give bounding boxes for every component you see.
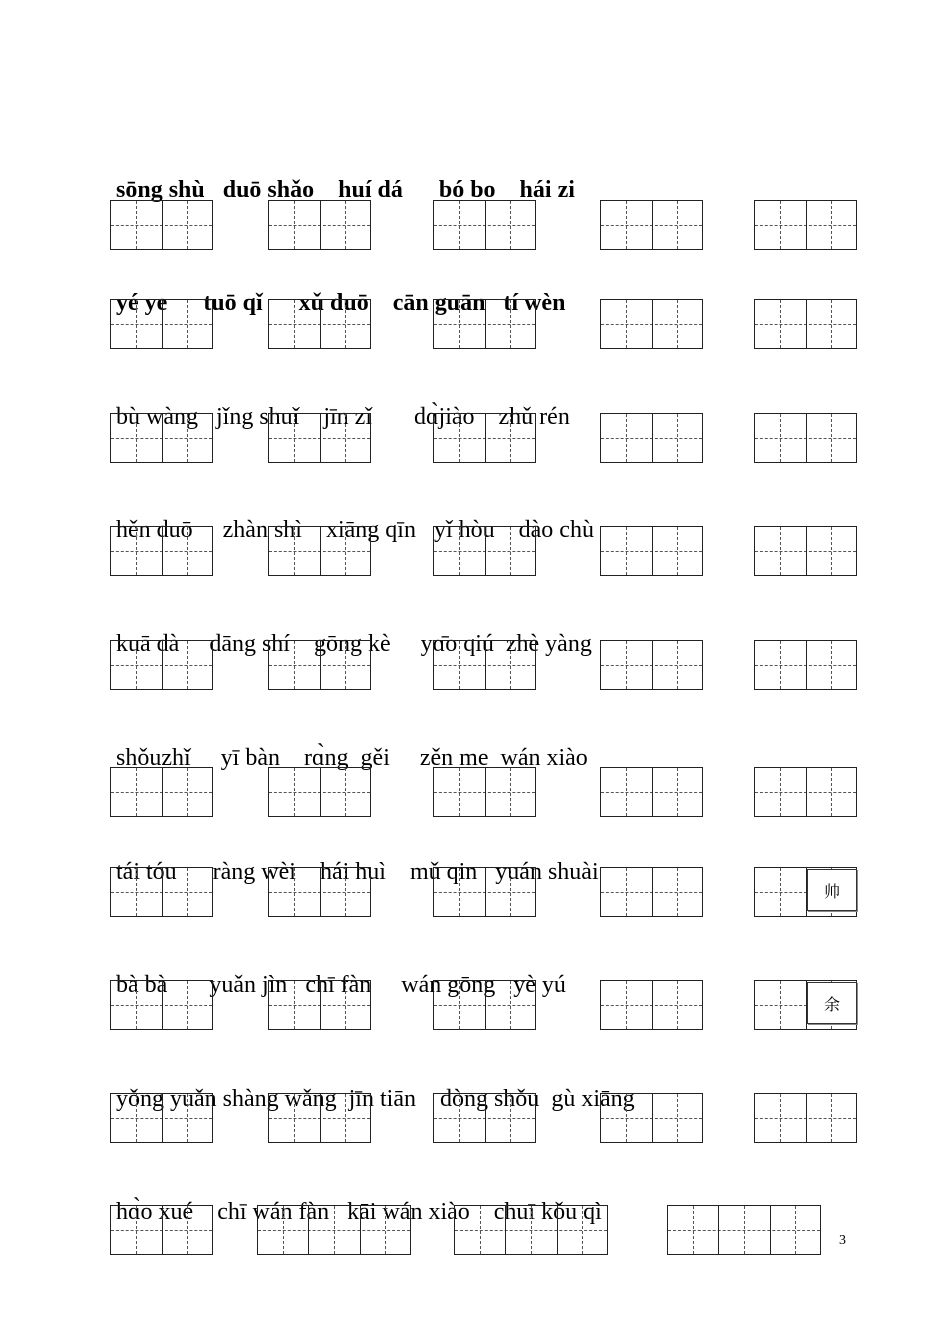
writing-grid[interactable] xyxy=(433,299,536,349)
writing-grid[interactable] xyxy=(600,299,703,349)
writing-grid[interactable] xyxy=(110,200,213,250)
pinyin-word: yǒng yuǎn xyxy=(116,1086,217,1112)
pinyin-word: duō shǎo xyxy=(222,177,315,203)
pinyin-word: yuán shuài xyxy=(495,859,599,885)
writing-grid[interactable] xyxy=(754,526,857,576)
writing-grid[interactable] xyxy=(600,640,703,690)
writing-grid[interactable] xyxy=(754,413,857,463)
pinyin-word: dào chù xyxy=(518,517,594,543)
writing-grid[interactable] xyxy=(268,526,371,576)
pinyin-word: bà bà xyxy=(116,972,168,998)
writing-grid[interactable] xyxy=(433,867,536,917)
writing-grid[interactable] xyxy=(257,1205,411,1255)
pinyin-word: cān guān xyxy=(392,290,486,316)
pinyin-word: wán gōng xyxy=(401,972,496,998)
pinyin-word: xǔ duō xyxy=(298,290,369,316)
pinyin-row-3 xyxy=(104,372,570,430)
writing-grid[interactable] xyxy=(433,526,536,576)
pinyin-word: huí dá xyxy=(338,177,403,203)
writing-grid[interactable] xyxy=(454,1205,608,1255)
writing-grid[interactable] xyxy=(110,526,213,576)
pinyin-word: mǔ qin xyxy=(409,859,478,885)
pinyin-word: shàng wǎng xyxy=(222,1086,337,1112)
writing-grid[interactable] xyxy=(433,980,536,1030)
pinyin-word: hɑ̀o xué xyxy=(116,1199,194,1225)
pinyin-word: jīn tiān xyxy=(348,1086,416,1112)
pinyin-word: zhè yàng xyxy=(505,631,592,657)
pinyin-word: yè yú xyxy=(513,972,566,998)
writing-grid[interactable] xyxy=(600,526,703,576)
pinyin-word: bù wàng xyxy=(116,404,198,430)
writing-grid[interactable] xyxy=(600,1093,703,1143)
pinyin-row-9 xyxy=(104,1054,635,1112)
writing-grid[interactable] xyxy=(110,980,213,1030)
writing-grid[interactable] xyxy=(110,299,213,349)
pinyin-word: zhǔ rén xyxy=(498,404,570,430)
writing-grid[interactable] xyxy=(667,1205,821,1255)
pinyin-word: zěn me xyxy=(419,745,489,771)
pinyin-word: hái zi xyxy=(519,177,575,203)
writing-grid[interactable] xyxy=(110,640,213,690)
pinyin-word: chī wán fàn xyxy=(217,1199,330,1225)
pinyin-row-6 xyxy=(104,713,588,771)
writing-grid[interactable] xyxy=(600,980,703,1030)
pinyin-row-10 xyxy=(104,1167,602,1225)
pinyin-word: tí wèn xyxy=(503,290,566,316)
writing-grid[interactable] xyxy=(600,413,703,463)
writing-grid[interactable] xyxy=(754,200,857,250)
pinyin-row-5 xyxy=(104,599,592,657)
pinyin-word: gù xiāng xyxy=(551,1086,635,1112)
pinyin-word: sōng shù xyxy=(116,177,205,203)
writing-grid[interactable] xyxy=(754,640,857,690)
writing-grid[interactable] xyxy=(268,867,371,917)
writing-grid[interactable] xyxy=(268,200,371,250)
pinyin-word: shǒuzhǐ xyxy=(116,745,191,771)
writing-grid[interactable] xyxy=(268,980,371,1030)
pinyin-row-7 xyxy=(104,827,599,885)
writing-grid[interactable] xyxy=(600,767,703,817)
writing-grid[interactable] xyxy=(110,413,213,463)
writing-grid[interactable] xyxy=(110,767,213,817)
pinyin-word: hěn duō xyxy=(116,517,193,543)
pinyin-row-2 xyxy=(104,258,566,316)
writing-grid[interactable] xyxy=(268,299,371,349)
pinyin-word: jǐng shuǐ xyxy=(215,404,300,430)
writing-grid[interactable] xyxy=(433,767,536,817)
answer-box-yu: 余 xyxy=(807,982,857,1024)
pinyin-word: hái huì xyxy=(319,859,386,885)
pinyin-word: bó bo xyxy=(438,177,496,203)
pinyin-word: kuā dà xyxy=(116,631,180,657)
pinyin-word: chī fàn xyxy=(305,972,372,998)
writing-grid[interactable] xyxy=(433,1093,536,1143)
writing-grid[interactable] xyxy=(110,867,213,917)
writing-grid[interactable] xyxy=(754,767,857,817)
pinyin-word: jīn zǐ xyxy=(323,404,372,430)
writing-grid[interactable] xyxy=(268,1093,371,1143)
writing-grid[interactable] xyxy=(433,640,536,690)
writing-grid[interactable] xyxy=(600,200,703,250)
pinyin-row-1 xyxy=(104,145,575,203)
pinyin-word: xiāng qīn xyxy=(325,517,416,543)
writing-grid[interactable] xyxy=(754,1093,857,1143)
pinyin-word: dɑ̀jiào xyxy=(413,404,475,430)
pinyin-word: zhàn shì xyxy=(222,517,302,543)
pinyin-word: chuī kǒu qì xyxy=(493,1199,602,1225)
pinyin-word: dāng shí xyxy=(209,631,290,657)
writing-grid[interactable] xyxy=(433,200,536,250)
answer-box-shuai: 帅 xyxy=(807,869,857,911)
pinyin-word: tái tóu xyxy=(116,859,177,885)
writing-grid[interactable] xyxy=(110,1093,213,1143)
writing-grid[interactable] xyxy=(600,867,703,917)
pinyin-word: dòng shǒu xyxy=(439,1086,540,1112)
page-number: 3 xyxy=(839,1233,846,1248)
pinyin-word: yī bàn xyxy=(220,745,280,771)
pinyin-word: yǐ hòu xyxy=(433,517,495,543)
pinyin-word: gōng kè xyxy=(313,631,391,657)
pinyin-row-8 xyxy=(104,940,566,998)
writing-grid[interactable] xyxy=(754,299,857,349)
writing-grid[interactable] xyxy=(433,413,536,463)
pinyin-word: tuō qǐ xyxy=(203,290,263,316)
pinyin-word: wán xiào xyxy=(500,745,588,771)
pinyin-word: ràng wèi xyxy=(212,859,296,885)
writing-grid[interactable] xyxy=(268,640,371,690)
writing-grid[interactable] xyxy=(268,767,371,817)
pinyin-word: kāi wán xiào xyxy=(347,1199,470,1225)
writing-grid[interactable] xyxy=(268,413,371,463)
pinyin-word: yɑ̄o qiú xyxy=(420,631,494,657)
writing-grid[interactable] xyxy=(110,1205,213,1255)
pinyin-word: gěi xyxy=(360,745,390,771)
pinyin-word: yuǎn jìn xyxy=(209,972,288,998)
pinyin-row-4 xyxy=(104,485,594,543)
pinyin-word: yé ye xyxy=(116,290,168,316)
pinyin-word: rɑ̀ng xyxy=(304,745,349,771)
